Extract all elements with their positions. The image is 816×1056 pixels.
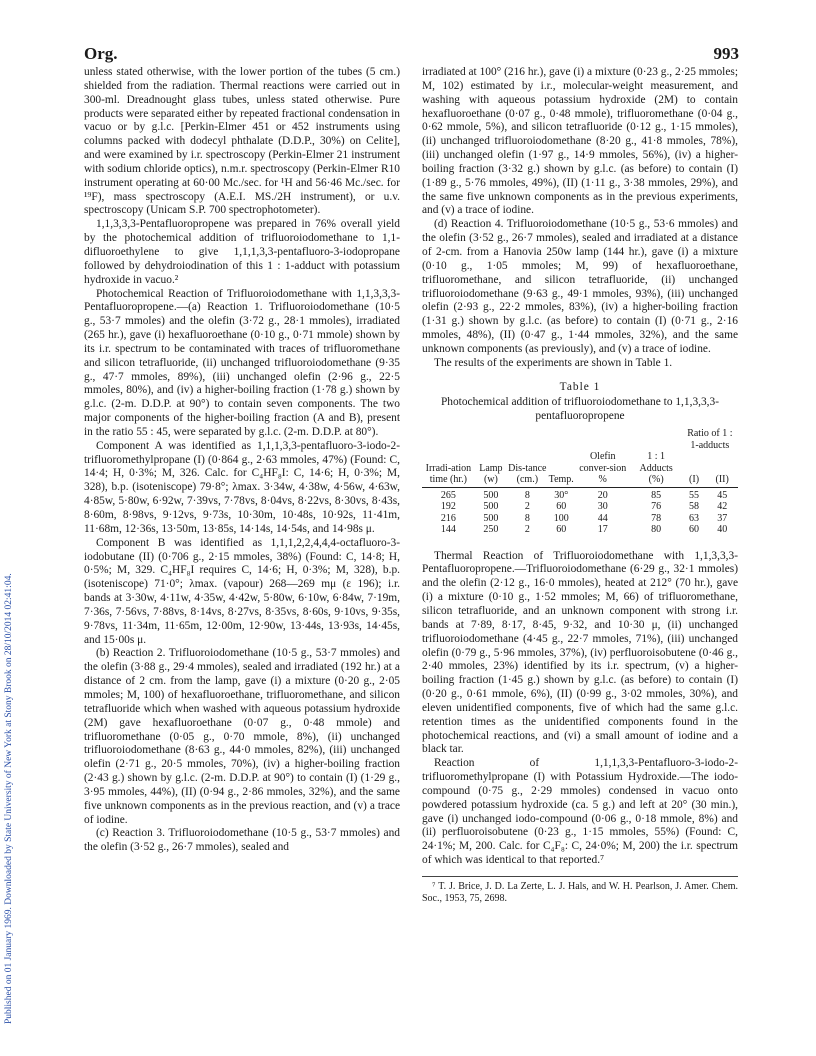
table-header-cell: Dis-tance (cm.) bbox=[507, 451, 548, 487]
table-cell: 216 bbox=[440, 512, 456, 524]
results-table bbox=[422, 428, 738, 536]
table-header-cell: Lamp (w) bbox=[475, 451, 507, 487]
table-cell: 144 bbox=[440, 524, 456, 536]
table-cell: 100 bbox=[553, 512, 569, 524]
table-header-cell: Irradi-ation time (hr.) bbox=[422, 451, 475, 487]
table-header-cell bbox=[548, 428, 575, 451]
publication-sidebar bbox=[4, 64, 18, 1024]
table-cell: 80 bbox=[651, 524, 662, 536]
table-cell: 20 bbox=[597, 489, 608, 501]
table-header-cell bbox=[422, 428, 475, 451]
table-cell: 63 bbox=[689, 512, 700, 524]
table-cell: 192 bbox=[440, 501, 456, 513]
table-cell: 85 bbox=[651, 489, 662, 501]
table-row bbox=[422, 501, 738, 513]
table-cell: 60 bbox=[689, 524, 700, 536]
table-row bbox=[422, 524, 738, 536]
table-caption: Photochemical addition of trifluoroiodomethane to 1,1,3,3,3-pentafluoropropene bbox=[440, 396, 720, 423]
table-cell: 30° bbox=[554, 489, 569, 501]
paragraph-reaction-4: (d) Reaction 4. Trifluoroiodomethane (10·5 g., 53·6 mmoles) and the olefin (3·52 g., 26·7 mmoles), sealed and irradiated at a distance of 2-cm. from a Hanovia 250w lamp (144 hr.), gave (i) a mixture (0·10 g., 1·05 mmoles; M, 99) of hexafluoroethane, trifluoromethane, and silicon tetrafluoride, (ii) unchanged trifluoroiodomethane (9·63 g., 49·1 mmoles, 93%), (iii) unchanged olefin (2·93 g., 22·2 mmoles, 83%), (iv) a higher-boiling fraction (1·31 g.) shown by g.l.c. (as before) to contain (I) (0·71 g., 2·16 mmoles, 48%), (II) (0·47 g., 1·44 mmoles, 32%), and the same unknown components (as previously), and (v) a trace of iodine. bbox=[422, 218, 738, 355]
table-header-cell: Olefin conver-sion % bbox=[575, 451, 631, 487]
table-group-header: Ratio of 1 : 1-adducts bbox=[687, 428, 733, 451]
table-cell: 2 bbox=[524, 524, 530, 536]
table-row bbox=[422, 487, 738, 501]
table-header-cell bbox=[575, 428, 631, 451]
table-header-cell: 1 : 1 Adducts (%) bbox=[631, 451, 682, 487]
table-cell: 60 bbox=[556, 501, 567, 513]
table-cell: 37 bbox=[717, 512, 728, 524]
paragraph-reaction-3-cont: irradiated at 100° (216 hr.), gave (i) a mixture (0·23 g., 2·25 mmoles; M, 102) estimated by i.r., molecular-weight measurement, and washing with aqueous potassium hydroxide (2M) to contain hexafluoroethane (0·07 g., 0·48 mmole), trifluoromethane (0·04 g., 0·62 mmole, 5%), and silicon tetrafluoride (0·12 g., 1·15 mmoles), (ii) unchanged trifluoroiodomethane (8·20 g., 41·8 mmoles, 78%), (iii) unchanged olefin (1·97 g., 14·9 mmoles, 56%), (iv) a higher-boiling fraction (3·32 g.) shown by g.l.c. (as before) to contain (I) (1·89 g., 5·76 mmoles, 49%), (II) (1·11 g., 3·38 mmoles, 29%), and the same five unknown components as in the previous experiments, and (v) a trace of iodine. bbox=[422, 66, 738, 217]
table-cell: 250 bbox=[483, 524, 499, 536]
table-header-cell: (II) bbox=[706, 451, 738, 487]
left-column bbox=[84, 66, 400, 855]
table-cell: 500 bbox=[483, 512, 499, 524]
table-header-cell: Temp. bbox=[548, 451, 575, 487]
table-header-cell bbox=[631, 428, 682, 451]
footnote-7: ⁷ T. J. Brice, J. D. La Zerte, L. J. Hals, and W. H. Pearlson, J. Amer. Chem. Soc., 1953, 75, 2698. bbox=[422, 876, 738, 905]
table-cell: 8 bbox=[524, 489, 530, 501]
table-cell: 76 bbox=[651, 501, 662, 513]
table-header-cell bbox=[475, 428, 507, 451]
table-cell: 58 bbox=[689, 501, 700, 513]
table-cell: 78 bbox=[651, 512, 662, 524]
table-label: Table 1 bbox=[559, 380, 601, 393]
paragraph-results-intro: The results of the experiments are shown in Table 1. bbox=[434, 356, 673, 369]
table-cell: 2 bbox=[524, 501, 530, 513]
paragraph-thermal-reaction: Thermal Reaction of Trifluoroiodomethane with 1,1,3,3,3-Pentafluoropropene.—Trifluoroiodomethane (6·29 g., 32·1 mmoles) and the olefin (2·12 g., 16·0 mmoles), heated at 212° (70 hr.), gave (i) a mixture (0·10 g., 1·52 mmoles; M, 66) of trifluoromethane, silicon tetrafluoride, and an unknown component with strong i.r. bands at 7·89, 8·17, 8·45, 9·32, and 10·30 μ, (ii) unchanged trifluoroiodomethane (4·45 g., 22·7 mmoles, 71%), (iii) unchanged olefin (0·79 g., 5·96 mmoles, 37%), (iv) perfluoroisobutene (0·46 g., 2·40 mmoles, 23%) identified by its i.r. spectrum, (v) a higher-boiling fraction (1·45 g.) shown by g.l.c. (as before) to contain (I) (0·20 g., 0·61 mmole, 6%), (II) (0·99 g., 3·02 mmoles, 30%), and eleven unidentified components, five of which had the same g.l.c. retention times as the unidentified components found in the photochemical reactions, and (vi) a small amount of iodine and a black tar. bbox=[422, 549, 738, 756]
table-cell: 500 bbox=[483, 501, 499, 513]
paragraph-koh-reaction: Reaction of 1,1,1,3,3-Pentafluoro-3-iodo-2-trifluoromethylpropane (I) with Potassium Hydroxide.—The iodo-compound (0·75 g., 2·29 mmoles) condensed in vacuo onto powdered potassium hydroxide (ca. 5 g.) and left at 20° (30 min.), gave (i) unchanged iodo-compound (0·06 g., 0·18 mmole, 8%) and (ii) perfluoroisobutene (0·23 g., 1·15 mmoles, 55%) (Found: C, 24·1%; M, 200. Calc. for C₄F₈: C, 24·0%; M, 200) the i.r. spectrum of which was identical to that reported.⁷ bbox=[422, 757, 738, 867]
table-cell: 40 bbox=[717, 524, 728, 536]
paragraph-reaction-1: Photochemical Reaction of Trifluoroiodomethane with 1,1,3,3,3-Pentafluoropropene.—(a) Reaction 1. Trifluoroiodomethane (10·5 g., 53·7 mmoles) and the olefin (3·72 g., 28·1 mmoles), irradiated (265 hr.), gave (i) hexafluoroethane (0·10 g., 0·71 mmole) shown by its i.r. spectrum to be contaminated with traces of trifluoromethane and silicon tetrafluoride, (ii) unchanged trifluoroiodomethane (9·35 g., 47·7 mmoles, 89%), (iii) unchanged olefin (2·96 g., 22·5 mmoles, 80%), and (iv) a higher-boiling fraction (1·78 g.) shown by g.l.c. (2-m. D.D.P. at 90°) to contain seven components. The two major components of the higher-boiling fraction (A and B), present in the ratio 55 : 45, were separated by g.l.c. (2-m. D.D.P. at 80°). bbox=[84, 287, 400, 438]
paragraph-reaction-2: (b) Reaction 2. Trifluoroiodomethane (10·5 g., 53·7 mmoles) and the olefin (3·88 g., 29·4 mmoles), sealed and irradiated (192 hr.) at a distance of 2 cm. from the lamp, gave (i) a mixture (0·20 g., 2·05 mmoles; M, 100) of hexafluoroethane, trifluoromethane, and silicon tetrafluoride which when washed with aqueous potassium hydroxide (2M) gave hexafluoroethane (0·07 g., 0·48 mmole) and trifluoromethane (0·05 g., 0·70 mmole, 8%), (ii) unchanged trifluoroiodomethane (8·63 g., 44·0 mmoles, 82%), (iii) unchanged olefin (2·71 g., 20·5 mmoles, 70%), (iv) a higher-boiling fraction (2·43 g.) shown by g.l.c. (2-m. D.D.P. at 90°) to contain (I) (1·29 g., 3·95 mmoles, 44%), (II) (0·94 g., 2·86 mmoles, 32%), and the same five unknown components as in the previous reaction, and (v) a trace of iodine. bbox=[84, 647, 400, 826]
table-cell: 500 bbox=[483, 489, 499, 501]
table-cell: 55 bbox=[689, 489, 700, 501]
table-cell: 42 bbox=[717, 501, 728, 513]
paragraph-methods: unless stated otherwise, with the lower portion of the tubes (5 cm.) shielded from the radiation. Thermal reactions were carried out in 300-ml. Dreadnought glass tubes, unless stated otherwise. Pure products were separated either by repeated fractional condensation in vacuo or by g.l.c. [Perkin-Elmer 451 or 452 instruments using columns packed with dodecyl phthalate (D.D.P., 30%) on Celite], and were examined by i.r. spectroscopy (Perkin-Elmer 21 instrument with sodium chloride optics), n.m.r. spectroscopy (Perkin-Elmer R10 instrument operating at 60·00 Mc./sec. for ¹H and 56·46 Mc./sec. for ¹⁹F), mass spectroscopy (A.E.I. MS./2H instrument), or u.v. spectroscopy (Unicam S.P. 700 spectrophotometer). bbox=[84, 66, 400, 217]
table-cell: 17 bbox=[597, 524, 608, 536]
paragraph-component-b: Component B was identified as 1,1,1,2,2,4,4,4-octafluoro-3-iodobutane (II) (0·706 g., 2·15 mmoles, 38%) (Found: C, 14·8; H, 0·5%; M, 329. C₄HF₈I requires C, 14·6; H, 0·3%; M, 328), b.p. (isoteniscope) 71·0°; λmax. (vapour) 268—269 mμ (ε 196); i.r. bands at 3·30w, 4·11w, 4·35w, 4·42w, 5·80w, 6·10w, 6·84w, 7·19m, 7·36s, 7·56vs, 7·88vs, 8·14vs, 8·27vs, 8·35vs, 8·60s, 9·10vs, 9·35s, 9·78vs, 11·34m, 11·65m, 12·00m, 12·90w, 13·44s, 13·93s, 14·45s, and 15·00s μ. bbox=[84, 536, 400, 646]
table-cell: 44 bbox=[597, 512, 608, 524]
table-cell: 8 bbox=[524, 512, 530, 524]
table-cell: 45 bbox=[717, 489, 728, 501]
paragraph-component-a: Component A was identified as 1,1,1,3,3-pentafluoro-3-iodo-2-trifluoromethylpropane (I) (0·864 g., 2·63 mmoles, 47%) (Found: C, 14·4; H, 0·3%; M, 326. Calc. for C₄HF₈I: C, 14·6; H, 0·3%; M, 328), b.p. (isoteniscope) 79·8°; λmax. 3·34w, 4·38w, 4·56w, 4·63w, 4·85w, 5·80w, 6·92w, 7·39vs, 7·78vs, 8·04vs, 8·22vs, 8·30vs, 8·43s, 8·60m, 8·98vs, 9·12vs, 9·73s, 10·30m, 10·48s, 10·92s, 11·41m, 11·68m, 12·36s, 13·50m, 13·85s, 14·14s, 14·54s, and 14·98s μ. bbox=[84, 439, 400, 535]
table-cell: 60 bbox=[556, 524, 567, 536]
table-header-cell: (I) bbox=[682, 451, 707, 487]
table-header-cell bbox=[507, 428, 548, 451]
journal-running-head: Org. bbox=[84, 44, 118, 63]
table-row bbox=[422, 513, 738, 525]
table-cell: 265 bbox=[440, 489, 456, 501]
right-column bbox=[422, 66, 738, 905]
paragraph-reaction-3-start: (c) Reaction 3. Trifluoroiodomethane (10·5 g., 53·7 mmoles) and the olefin (3·52 g., 26·7 mmoles), sealed and bbox=[84, 827, 400, 854]
publication-note[interactable]: Published on 01 January 1969. Downloaded by State University of New York at Stony Brook on 28/10/2014 02:41:04. bbox=[4, 573, 14, 1024]
page-number: 993 bbox=[713, 44, 739, 63]
table-cell: 30 bbox=[597, 501, 608, 513]
paragraph-preparation: 1,1,3,3,3-Pentafluoropropene was prepared in 76% overall yield by the photochemical addition of trifluoroiodomethane to 1,1-difluoroethylene to give 1,1,1,3,3-pentafluoro-3-iodopropane followed by dehydroiodination of this 1 : 1-adduct with potassium hydroxide in vacuo.² bbox=[84, 218, 400, 286]
